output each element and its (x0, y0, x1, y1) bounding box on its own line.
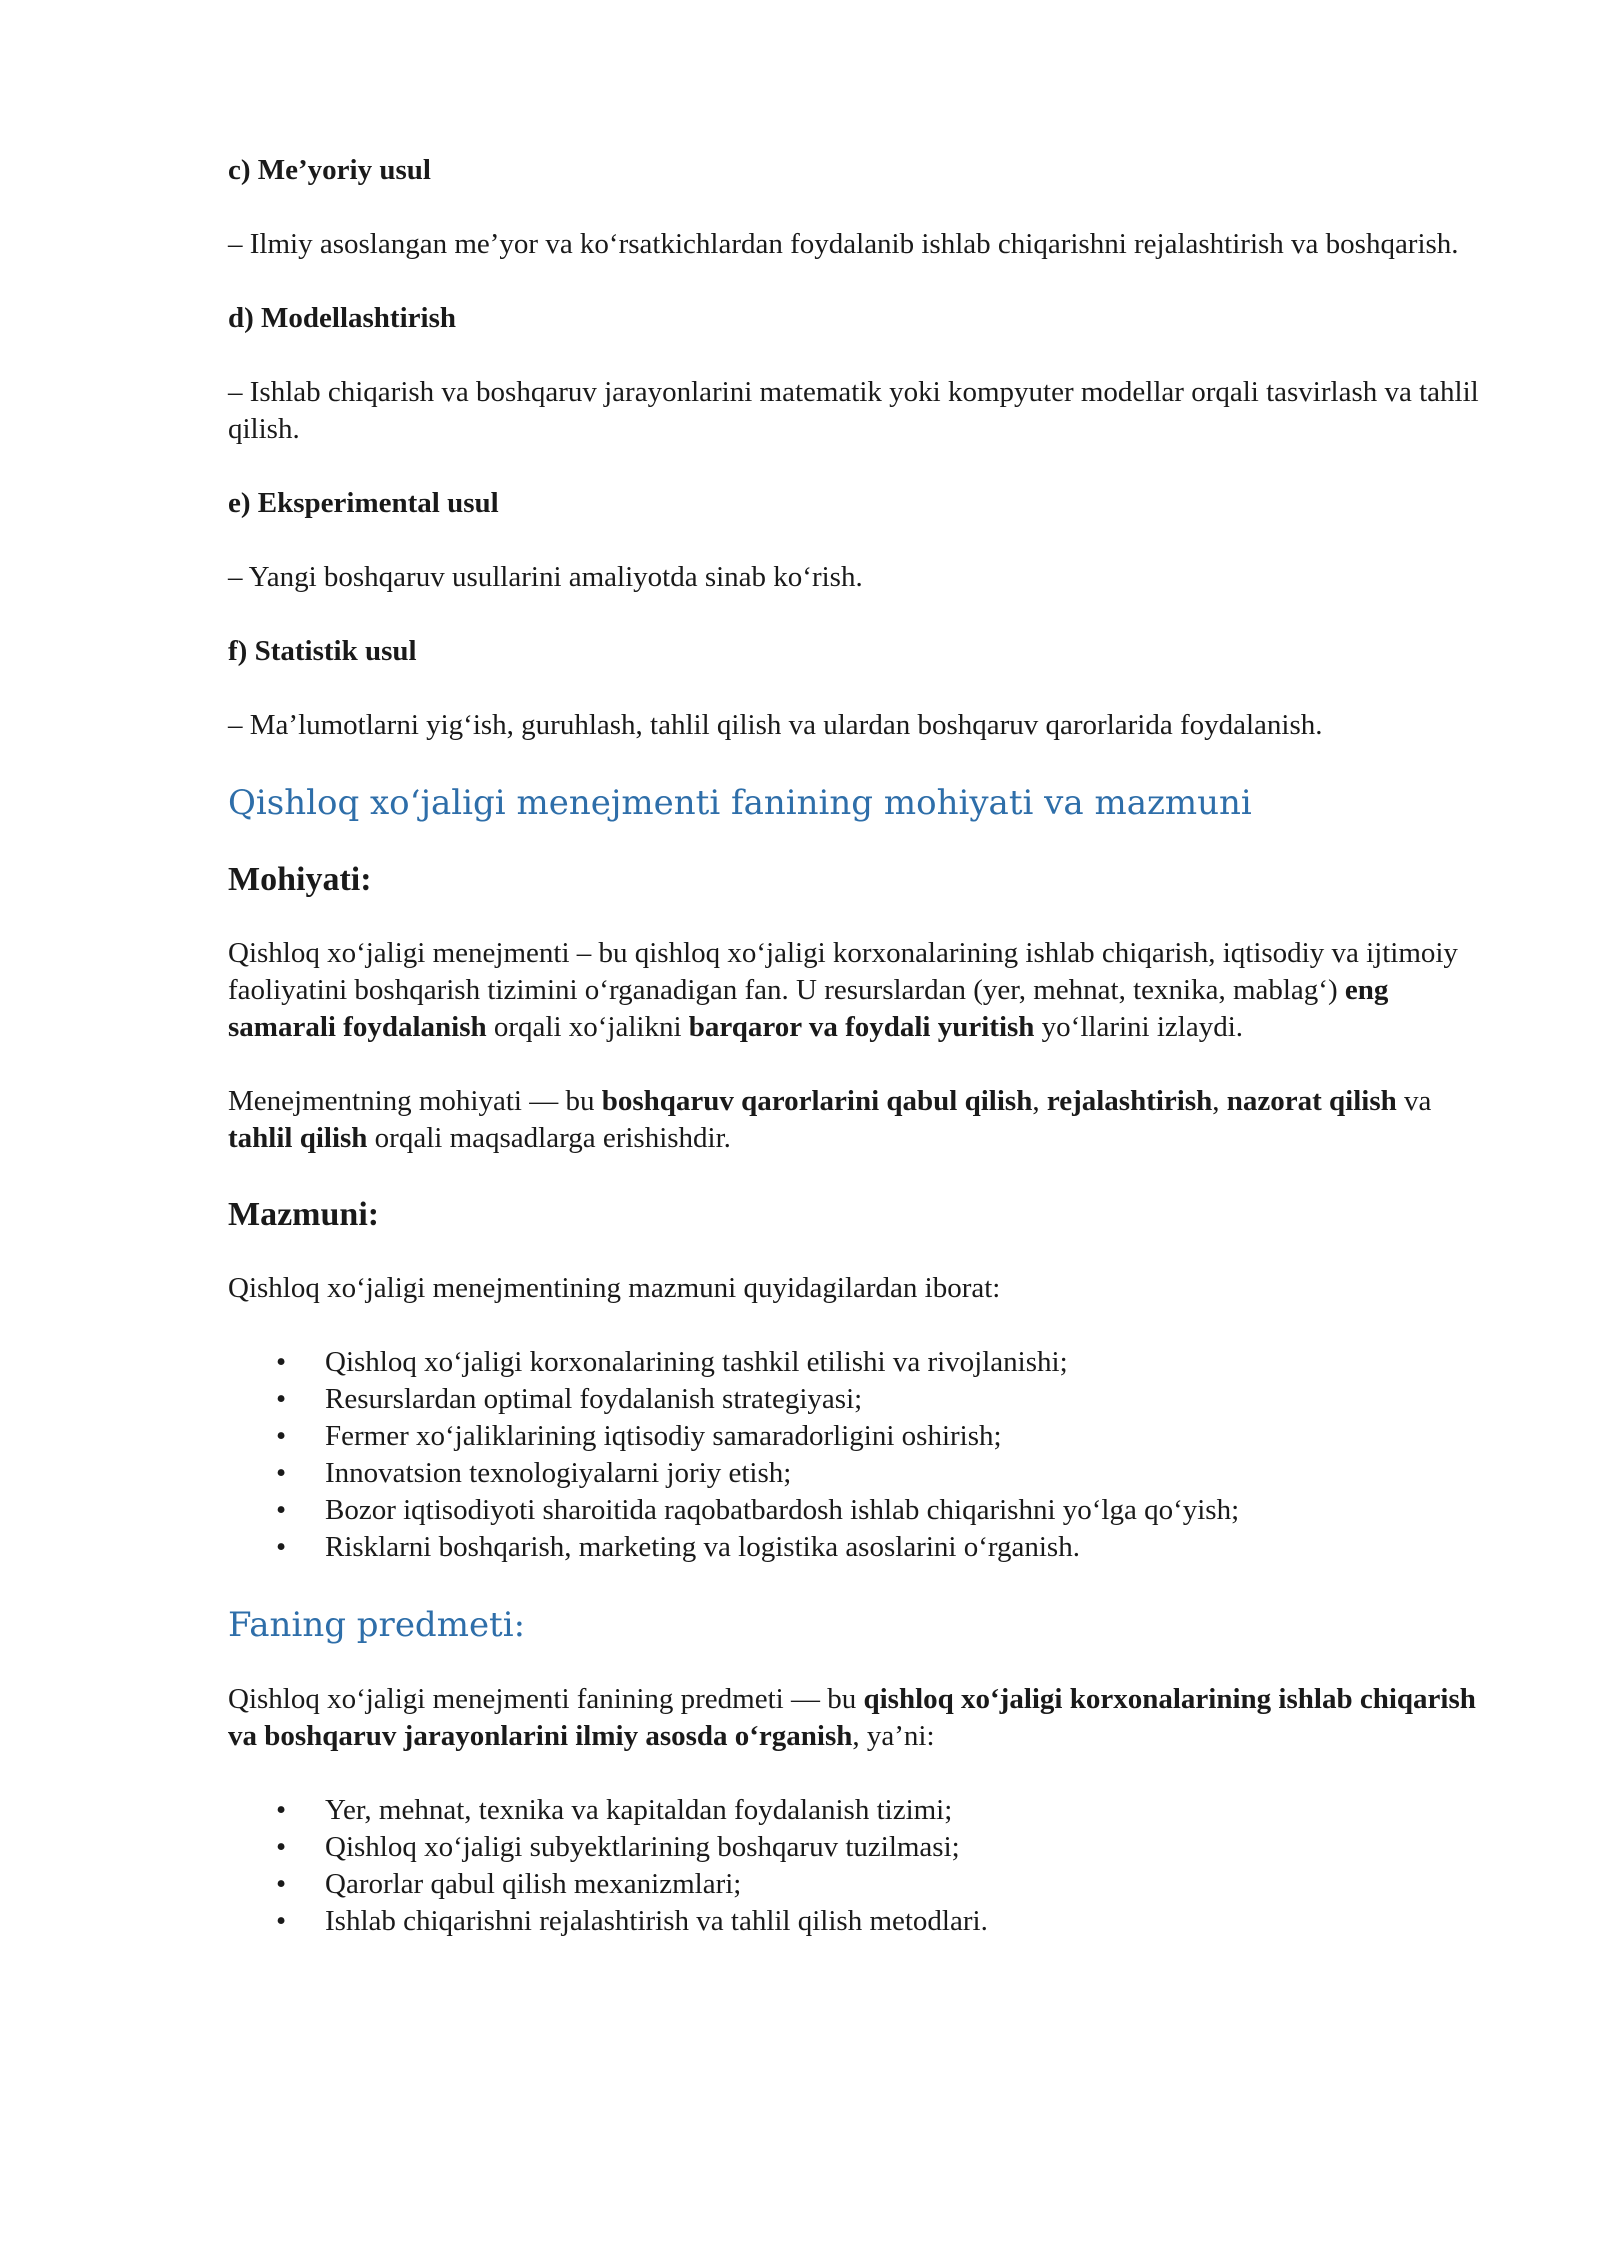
section-e-text: – Yangi boshqaruv usullarini amaliyotda sinab koʻrish. (228, 561, 863, 593)
predmeti-paragraph (228, 1681, 1490, 1755)
list-item (228, 1529, 1490, 1566)
text-run: , (1032, 1085, 1047, 1117)
mazmuni-intro: Qishloq xoʻjaligi menejmentining mazmuni quyidagilardan iborat: (228, 1272, 1001, 1304)
list-item-text: Fermer xoʻjaliklarining iqtisodiy samaradorligini oshirish; (325, 1420, 1002, 1452)
bullet-icon: • (276, 1831, 287, 1863)
list-item (228, 1381, 1490, 1418)
bold-text-run: rejalashtirish (1046, 1085, 1213, 1117)
section-d-label: d) Modellashtirish (228, 302, 456, 334)
bullet-icon: • (276, 1905, 287, 1937)
list-item (228, 1866, 1490, 1903)
mohiyati-heading: Mohiyati: (228, 861, 372, 898)
section-f-text: – Ma’lumotlarni yigʻish, guruhlash, tahlil qilish va ulardan boshqaruv qarorlarida foydalanish. (228, 709, 1323, 741)
text-run: orqali xoʻjalikni (486, 1011, 689, 1043)
list-item-text: Innovatsion texnologiyalarni joriy etish; (325, 1457, 792, 1489)
predmeti-heading: Faning predmeti: (228, 1605, 526, 1645)
list-item-text: Qishloq xoʻjaligi subyektlarining boshqaruv tuzilmasi; (325, 1831, 960, 1863)
bullet-icon: • (276, 1494, 287, 1526)
text-run: Qishloq xoʻjaligi menejmenti – bu qishloq xoʻjaligi korxonalarining ishlab chiqarish, iqtisodiy va ijtimoiy faoliyatini boshqarish tizimini oʻrganadigan fan. U resurslardan (yer, mehnat, texnika, mablagʻ) (228, 937, 1458, 1006)
bullet-icon: • (276, 1868, 287, 1900)
list-item (228, 1829, 1490, 1866)
mazmuni-heading: Mazmuni: (228, 1196, 380, 1233)
bullet-icon: • (276, 1420, 287, 1452)
bold-text-run: tahlil qilish (228, 1122, 368, 1154)
list-item (228, 1344, 1490, 1381)
text-run: va (1396, 1085, 1432, 1117)
section-c-label: c) Me’yoriy usul (228, 154, 431, 186)
text-run: , (1212, 1085, 1227, 1117)
list-item-text: Resurslardan optimal foydalanish strategiyasi; (325, 1383, 863, 1415)
text-run: Qishloq xoʻjaligi menejmenti fanining predmeti — bu (228, 1683, 864, 1715)
bullet-icon: • (276, 1531, 287, 1563)
text-run: Menejmentning mohiyati — bu (228, 1085, 602, 1117)
text-run: orqali maqsadlarga erishishdir. (367, 1122, 731, 1154)
list-item-text: Yer, mehnat, texnika va kapitaldan foydalanish tizimi; (325, 1794, 953, 1826)
mohiyati-paragraph-2 (228, 1083, 1490, 1157)
list-item-text: Qishloq xoʻjaligi korxonalarining tashkil etilishi va rivojlanishi; (325, 1346, 1068, 1378)
predmeti-list (228, 1792, 1490, 1940)
bold-text-run: nazorat qilish (1226, 1085, 1397, 1117)
mazmuni-list (228, 1344, 1490, 1566)
list-item-text: Bozor iqtisodiyoti sharoitida raqobatbardosh ishlab chiqarishni yoʻlga qoʻyish; (325, 1494, 1240, 1526)
bold-text-run: qishloq xoʻjaligi korxonalarining ishlab chiqarish va boshqaruv jarayonlarini ilmiy asosda oʻrganish (228, 1683, 1476, 1752)
list-item (228, 1903, 1490, 1940)
bold-text-run: boshqaruv qarorlarini qabul qilish (601, 1085, 1033, 1117)
mohiyati-paragraph-1 (228, 935, 1490, 1046)
list-item (228, 1792, 1490, 1829)
list-item-text: Ishlab chiqarishni rejalashtirish va tahlil qilish metodlari. (325, 1905, 988, 1937)
bullet-icon: • (276, 1383, 287, 1415)
text-run: , ya’ni: (852, 1720, 935, 1752)
bullet-icon: • (276, 1346, 287, 1378)
list-item-text: Risklarni boshqarish, marketing va logistika asoslarini oʻrganish. (325, 1531, 1080, 1563)
section-e-label: e) Eksperimental usul (228, 487, 499, 519)
bold-text-run: barqaror va foydali yuritish (688, 1011, 1035, 1043)
list-item (228, 1492, 1490, 1529)
section-d-text: – Ishlab chiqarish va boshqaruv jarayonlarini matematik yoki kompyuter modellar orqali tasvirlash va tahlil qilish. (228, 376, 1479, 445)
list-item (228, 1455, 1490, 1492)
main-heading: Qishloq xoʻjaligi menejmenti fanining mohiyati va mazmuni (228, 783, 1252, 823)
bullet-icon: • (276, 1794, 287, 1826)
list-item-text: Qarorlar qabul qilish mexanizmlari; (325, 1868, 742, 1900)
text-run: yoʻllarini izlaydi. (1034, 1011, 1244, 1043)
section-c-text: – Ilmiy asoslangan me’yor va koʻrsatkichlardan foydalanib ishlab chiqarishni rejalashtirish va boshqarish. (228, 228, 1459, 260)
bullet-icon: • (276, 1457, 287, 1489)
list-item (228, 1418, 1490, 1455)
section-f-label: f) Statistik usul (228, 635, 417, 667)
bold-text-run: eng samarali foydalanish (228, 974, 1389, 1043)
